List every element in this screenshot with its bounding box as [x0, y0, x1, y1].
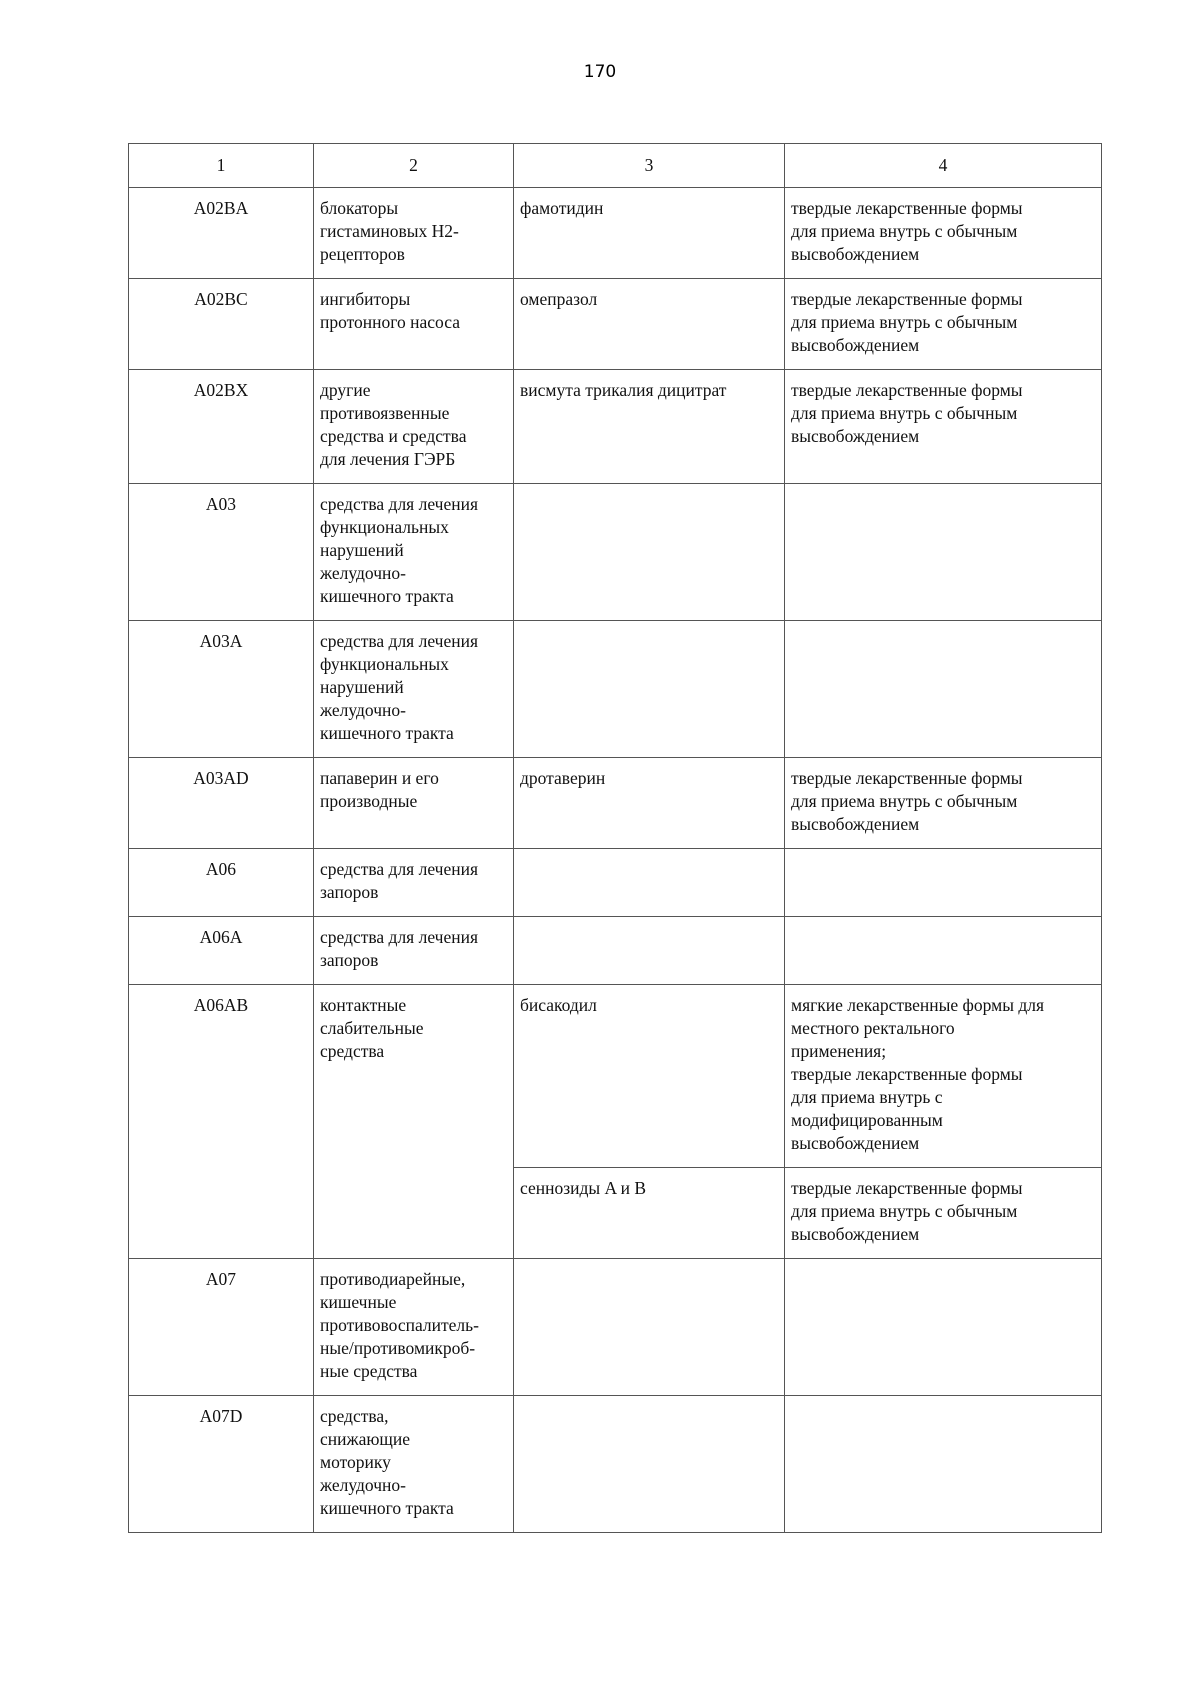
- atc-code: A06AB: [129, 985, 314, 1259]
- drug-name: [514, 1259, 785, 1396]
- drug-name: [514, 917, 785, 985]
- table-row: [129, 1259, 1102, 1396]
- pharmacological-group: средства для лечения запоров: [314, 917, 514, 985]
- table-row: [129, 758, 1102, 849]
- dosage-form: твердые лекарственные формы для приема внутрь с обычным высвобождением: [785, 188, 1102, 279]
- atc-code: A07: [129, 1259, 314, 1396]
- pharmacological-group: средства, снижающие моторику желудочно- кишечного тракта: [314, 1396, 514, 1533]
- column-header-2: 2: [314, 144, 514, 188]
- dosage-form: [785, 484, 1102, 621]
- drug-table: [128, 143, 1102, 1533]
- dosage-form: [785, 849, 1102, 917]
- pharmacological-group: противодиарейные, кишечные противовоспалитель- ные/противомикроб- ные средства: [314, 1259, 514, 1396]
- pharmacological-group: блокаторы гистаминовых H2- рецепторов: [314, 188, 514, 279]
- table-row: [129, 370, 1102, 484]
- drug-name: дротаверин: [514, 758, 785, 849]
- table-row: [129, 849, 1102, 917]
- drug-name: [514, 484, 785, 621]
- atc-code: A02BX: [129, 370, 314, 484]
- atc-code: A02BA: [129, 188, 314, 279]
- table-row: [129, 484, 1102, 621]
- dosage-form: мягкие лекарственные формы для местного ректального применения; твердые лекарственные формы для приема внутрь с модифицированным высвобождением: [785, 985, 1102, 1168]
- atc-code: A03AD: [129, 758, 314, 849]
- dosage-form: [785, 1396, 1102, 1533]
- drug-name: омепразол: [514, 279, 785, 370]
- column-header-3: 3: [514, 144, 785, 188]
- dosage-form: [785, 1259, 1102, 1396]
- table-row: [129, 1396, 1102, 1533]
- drug-name: фамотидин: [514, 188, 785, 279]
- pharmacological-group: другие противоязвенные средства и средства для лечения ГЭРБ: [314, 370, 514, 484]
- table-row: [129, 279, 1102, 370]
- dosage-form: твердые лекарственные формы для приема внутрь с обычным высвобождением: [785, 1168, 1102, 1259]
- table-row: [129, 621, 1102, 758]
- drug-name: висмута трикалия дицитрат: [514, 370, 785, 484]
- dosage-form: [785, 917, 1102, 985]
- drug-name: [514, 1396, 785, 1533]
- pharmacological-group: средства для лечения функциональных нарушений желудочно- кишечного тракта: [314, 484, 514, 621]
- pharmacological-group: средства для лечения функциональных нарушений желудочно- кишечного тракта: [314, 621, 514, 758]
- drug-name: [514, 849, 785, 917]
- table-row: [129, 985, 1102, 1168]
- drug-name: сеннозиды A и B: [514, 1168, 785, 1259]
- dosage-form: твердые лекарственные формы для приема внутрь с обычным высвобождением: [785, 370, 1102, 484]
- atc-code: A06A: [129, 917, 314, 985]
- atc-code: A03A: [129, 621, 314, 758]
- atc-code: A03: [129, 484, 314, 621]
- column-header-1: 1: [129, 144, 314, 188]
- page-number: 170: [583, 62, 617, 82]
- dosage-form: твердые лекарственные формы для приема внутрь с обычным высвобождением: [785, 758, 1102, 849]
- table-header-row: [129, 144, 1102, 188]
- pharmacological-group: ингибиторы протонного насоса: [314, 279, 514, 370]
- column-header-4: 4: [785, 144, 1102, 188]
- drug-name: бисакодил: [514, 985, 785, 1168]
- drug-name: [514, 621, 785, 758]
- pharmacological-group: средства для лечения запоров: [314, 849, 514, 917]
- atc-code: A06: [129, 849, 314, 917]
- dosage-form: твердые лекарственные формы для приема внутрь с обычным высвобождением: [785, 279, 1102, 370]
- dosage-form: [785, 621, 1102, 758]
- pharmacological-group: контактные слабительные средства: [314, 985, 514, 1259]
- pharmacological-group: папаверин и его производные: [314, 758, 514, 849]
- table-row: [129, 188, 1102, 279]
- atc-code: A02BC: [129, 279, 314, 370]
- table-row: [129, 917, 1102, 985]
- atc-code: A07D: [129, 1396, 314, 1533]
